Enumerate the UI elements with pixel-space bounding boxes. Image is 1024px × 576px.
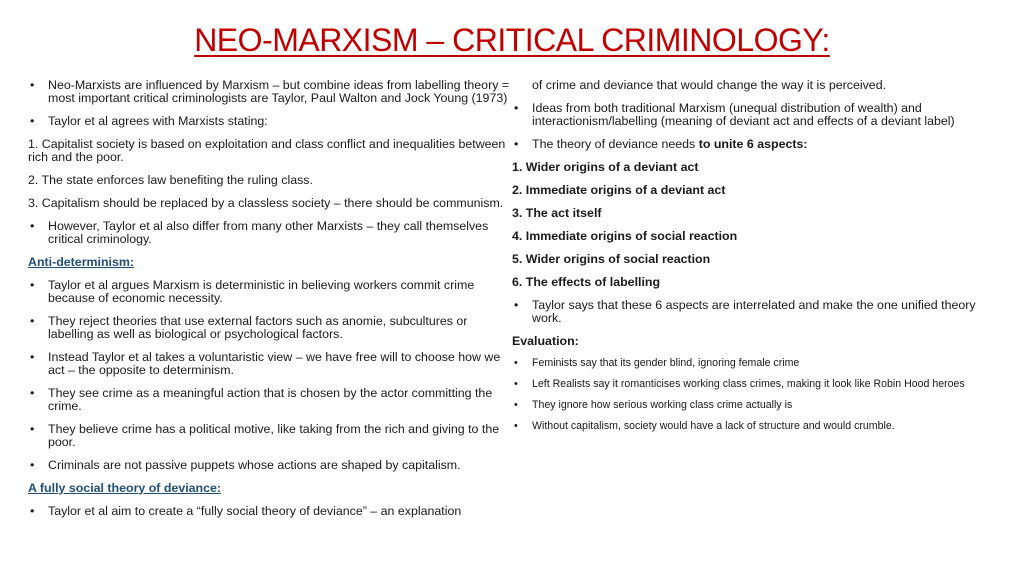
heading-fully-social-theory: A fully social theory of deviance: xyxy=(28,481,222,495)
slide-title: NEO-MARXISM – CRITICAL CRIMINOLOGY: xyxy=(194,22,830,58)
heading-evaluation: Evaluation: xyxy=(512,334,579,348)
unite-aspects-bold: to unite 6 aspects: xyxy=(698,137,808,151)
unite-aspects-text: The theory of deviance needs xyxy=(532,137,699,151)
bullet-political-motive: • They believe crime has a political motive, like taking from the rich and giving to the poor. xyxy=(28,423,514,449)
bullet-unite-aspects xyxy=(512,138,996,151)
aspect-5: 5. Wider origins of social reaction xyxy=(512,252,711,266)
point-3-classless-society: 3. Capitalism should be replaced by a classless society – there should be communism. xyxy=(28,196,504,210)
aspect-3: 3. The act itself xyxy=(512,206,602,220)
aspect-4: 4. Immediate origins of social reaction xyxy=(512,229,738,243)
eval-feminists: • Feminists say that its gender blind, ignoring female crime xyxy=(512,358,996,369)
right-column xyxy=(512,79,996,442)
aspect-1: 1. Wider origins of a deviant act xyxy=(512,160,699,174)
bullet-ideas-both: • Ideas from both traditional Marxism (unequal distribution of wealth) and interactionism/labelling (meaning of deviant act and effects of a deviant label) xyxy=(512,102,996,128)
bullet-not-passive-puppets: • Criminals are not passive puppets whose actions are shaped by capitalism. xyxy=(28,459,514,472)
aspect-2: 2. Immediate origins of a deviant act xyxy=(512,183,726,197)
aspect-6: 6. The effects of labelling xyxy=(512,275,661,289)
bullet-fully-social-theory: • Taylor et al aim to create a “fully social theory of deviance” – an explanation xyxy=(28,505,514,518)
eval-without-capitalism: • Without capitalism, society would have a lack of structure and would crumble. xyxy=(512,421,996,432)
bullet-interrelated: • Taylor says that these 6 aspects are interrelated and make the one unified theory work. xyxy=(512,299,996,325)
bullet-neo-marxists: • Neo-Marxists are influenced by Marxism – but combine ideas from labelling theory = most important critical criminologists are Taylor, Paul Walton and Jock Young (1973) xyxy=(28,79,514,105)
bullet-marxism-deterministic: • Taylor et al argues Marxism is deterministic in believing workers commit crime because of economic necessity. xyxy=(28,279,514,305)
bullet-voluntaristic-view: • Instead Taylor et al takes a voluntaristic view – we have free will to choose how we act – the opposite to determinism. xyxy=(28,351,514,377)
bullet-taylor-differs: • However, Taylor et al also differ from many other Marxists – they call themselves critical criminology. xyxy=(28,220,514,246)
eval-serious-crime: • They ignore how serious working class crime actually is xyxy=(512,400,996,411)
eval-left-realists: • Left Realists say it romanticises working class crimes, making it look like Robin Hood heroes xyxy=(512,379,996,390)
bullet-reject-theories: • They reject theories that use external factors such as anomie, subcultures or labelling as well as biological or psychological factors. xyxy=(28,315,514,341)
left-column xyxy=(28,79,514,528)
bullet-taylor-agrees: • Taylor et al agrees with Marxists stating: xyxy=(28,115,514,128)
bullet-meaningful-action: • They see crime as a meaningful action that is chosen by the actor committing the crime. xyxy=(28,387,514,413)
point-1-capitalist-society: 1. Capitalist society is based on exploitation and class conflict and inequalities between rich and the poor. xyxy=(28,137,506,164)
heading-anti-determinism: Anti-determinism: xyxy=(28,255,135,269)
point-2-state-law: 2. The state enforces law benefiting the ruling class. xyxy=(28,173,313,187)
continued-text: of crime and deviance that would change the way it is perceived. xyxy=(532,78,887,92)
